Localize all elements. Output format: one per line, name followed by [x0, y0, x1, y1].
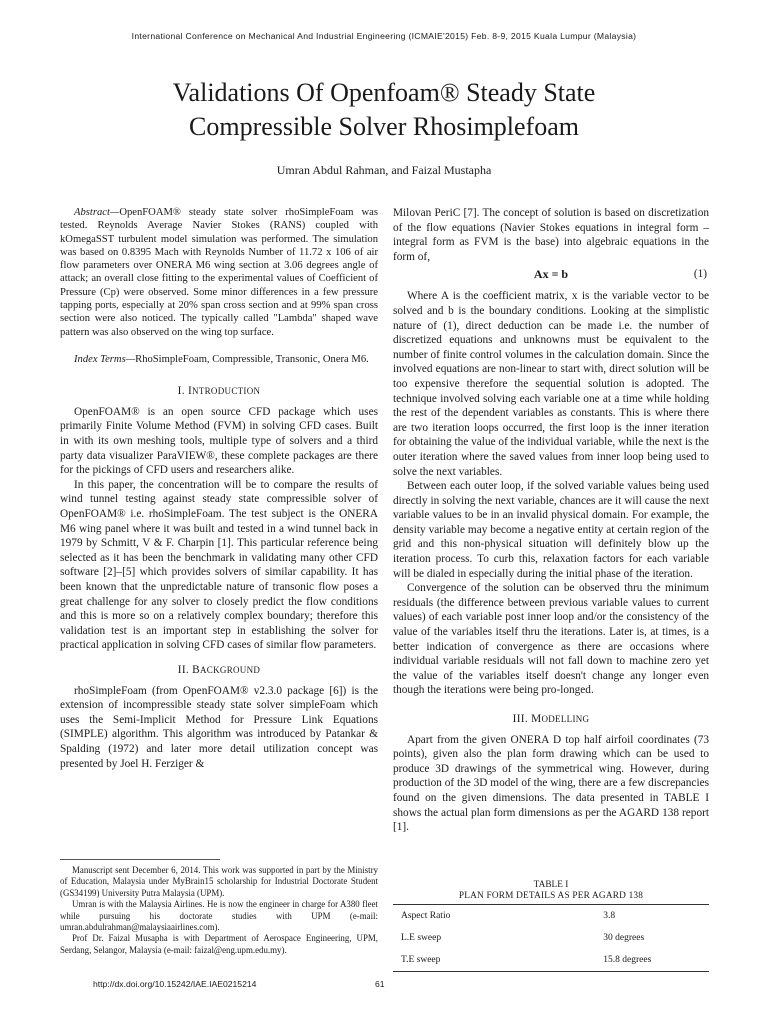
table-cell-label: T.E sweep — [393, 949, 595, 972]
section-rest: ODELLING — [541, 714, 590, 724]
table-plan-form — [393, 880, 709, 972]
plan-form-table — [393, 904, 709, 972]
authors: Umran Abdul Rahman, and Faizal Mustapha — [276, 163, 492, 177]
index-terms — [60, 353, 378, 366]
table-caption: PLAN FORM DETAILS AS PER AGARD 138 — [458, 891, 644, 901]
abstract — [60, 206, 378, 339]
section-initial: I — [187, 385, 193, 398]
left-column — [60, 206, 378, 771]
modelling-paragraph: Apart from the given ONERA D top half airfoil coordinates (73 points), given also the plan form drawing which can be used to produce 3D drawings of the symmetrical wing. However, during production of the 3D model of the wing, there are a few discrepancies found on the given dimensions. The data presented in TABLE I shows the actual plan form dimensions as per the AGARD 138 report [1]. — [393, 733, 709, 834]
section-heading-background — [60, 663, 378, 678]
between-paragraph: Between each outer loop, if the solved variable values being used directly in solving the next variable, chances are it will cause the next variable values to be in an invalid physical domain. For example, the density variable may become a negative entity at certain region of the grid and this non-physical situation will definitely blow up the iteration process. To curb this, relaxation factors for each variable will be dialed in especially during the initial phase of the iteration. — [393, 480, 709, 580]
equation-number: (1) — [693, 268, 707, 281]
table-title: TABLE I — [533, 880, 569, 890]
section-initial: B — [192, 663, 200, 676]
title-line-2: Compressible Solver Rhosimplefoam — [189, 112, 579, 141]
section-rest: NTRODUCTION — [192, 386, 261, 397]
right-column — [393, 206, 709, 835]
table-row — [393, 949, 709, 972]
where-paragraph: Where A is the coefficient matrix, x is the variable vector to be solved and b is the boundary conditions. Looking at the simplistic nature of (1), direct deduction can be made i.e. the number of discretized equations and unknowns must be equivalent to the number of finite control volumes in the calculation domain. Since the involved equations are non-linear to start with, direct solution will be too expensive therefore the sequential solution is adopted. The technique involved solving each variable one at a time while holding the rest of the dependent variables as constants. This is where there are two iteration loops occurred, the first loop is the inner iteration for obtaining the value of the individual variable, while the next is the outer iteration where the saved values from inner loop being used to solve the next variables. — [393, 290, 709, 478]
background-paragraph-1: rhoSimpleFoam (from OpenFOAM® v2.3.0 package [6]) is the extension of incompressible steady state solver simpleFoam which uses the Semi-Implicit Method for Pressure Link Equations (SIMPLE) algorithm. This algorithm was introduced by Patankar & Spalding (1972) and later more detail utilization concept was presented by Joel H. Ferziger & — [60, 684, 378, 770]
table-cell-value: 15.8 degrees — [595, 949, 709, 972]
footnote-manuscript: Manuscript sent December 6, 2014. This work was supported in part by the Ministry of Education, Malaysia under MyBrain15 scholarship for Industrial Doctorate Student (GS34199) University Putra Malaysia (UPM). — [60, 865, 378, 898]
table-cell-value: 30 degrees — [603, 933, 645, 943]
table-row — [393, 927, 709, 949]
title-line-1: Validations Of Openfoam® Steady State — [172, 78, 596, 107]
footnote-author-1: Umran is with the Malaysia Airlines. He is now the engineer in charge for A380 fleet while pursuing his doctorate studies with UPM (e-mail: umran.abdulrahman@malaysiaairlines.com). — [60, 899, 378, 933]
section-initial: M — [531, 713, 542, 725]
index-terms-text: RhoSimpleFoam, Compressible, Transonic, Onera M6. — [135, 353, 369, 365]
abstract-text: OpenFOAM® steady state solver rhoSimpleFoam was tested. Reynolds Average Navier Stokes (RANS) coupled with kOmegaSST turbulent model simulation was performed. The simulation was based on 0.8395 Mach with Reynolds Number of 11.72 x 106 of air flow parameters over ONERA M6 wing section at 3.06 degrees angle of attack; an overall close fitting to the experimental values of Coefficient of Pressure (Cp) were observed. Some minor differences in a few pressure tapping ports, especially at 20% span cross section and at 99% span cross section were also noticed. The typically called "Lambda" shaped wave pattern was also observed on the wing top surface. — [60, 207, 378, 338]
section-heading-modelling — [393, 712, 709, 727]
footer-doi-link[interactable]: http://dx.doi.org/10.15242/IAE.IAE0215214 — [93, 979, 257, 989]
section-number: II. — [177, 663, 193, 676]
table-cell-value: 3.8 — [595, 905, 709, 928]
index-terms-label: Index Terms— — [74, 353, 136, 365]
section-rest: ACKGROUND — [200, 664, 261, 675]
background-continuation: Milovan PeriC [7]. The concept of solution is based on discretization of the flow equations (Navier Stokes equations in integral form – integral form as FVM is the base) into algebraic equations in the form of, — [393, 207, 709, 263]
abstract-label: Abstract— — [74, 207, 120, 218]
intro-paragraph-1: OpenFOAM® is an open source CFD package which uses primarily Finite Volume Method (FVM) in solving CFD cases. Built in with its own meshing tools, multiple type of solvers and a third party data visualizer ParaVIEW®, these complete packages are there for the pickings of CFD users and researchers alike. — [60, 405, 378, 477]
convergence-paragraph: Convergence of the solution can be observed thru the minimum residuals (the difference between previous variable values to current values) of each variable post inner loop and/or the consistency of the value of the variables itself thru the iterations. Later is, at times, is a better indication of convergence as there are occasions where individual variable residuals will not fall down to machine zero yet the value of the variables itself doesn't change any longer even though the iterations were being pro-longed. — [393, 582, 709, 697]
table-cell-label: Aspect Ratio — [393, 905, 595, 928]
table-cell-label: L.E sweep — [401, 933, 442, 943]
page-number: 61 — [375, 979, 385, 989]
table-row — [393, 905, 709, 928]
equation-body: Ax = b — [533, 267, 569, 282]
equation-1 — [393, 267, 709, 285]
footnotes — [60, 865, 378, 956]
footnote-author-2: Prof Dr. Faizal Musapha is with Department of Aerospace Engineering, UPM, Serdang, Selangor, Malaysia (e-mail: faizal@eng.upm.edu.my). — [60, 933, 378, 955]
conference-header: International Conference on Mechanical And Industrial Engineering (ICMAIE'2015) Feb. 8-9, 2015 Kuala Lumpur (Malaysia) — [131, 31, 637, 41]
section-heading-introduction — [60, 384, 378, 399]
footnote-divider — [60, 859, 220, 860]
paper-title — [40, 76, 728, 144]
section-number: I. — [177, 385, 188, 398]
section-number: III. — [512, 713, 532, 725]
intro-paragraph-2: In this paper, the concentration will be to compare the results of wind tunnel testing against steady state compressible solver of OpenFOAM® i.e. rhoSimpleFoam. The test subject is the ONERA M6 wing panel where it was built and tested in a wind tunnel back in 1979 by Schmitt, V & F. Charpin [1]. This particular reference being selected as it has been the benchmark in validating many other CFD software [2]–[5] which provides solvers of similar capability. It has been known that the unpredictable nature of transonic flow poses a great challenge for any solver to closely predict the flow conditions and this is more so on a relatively complex boundary; therefore this validation test is an important step in establishing the solver for practical application in solving CFD cases of similar flow parameters. — [60, 478, 378, 652]
